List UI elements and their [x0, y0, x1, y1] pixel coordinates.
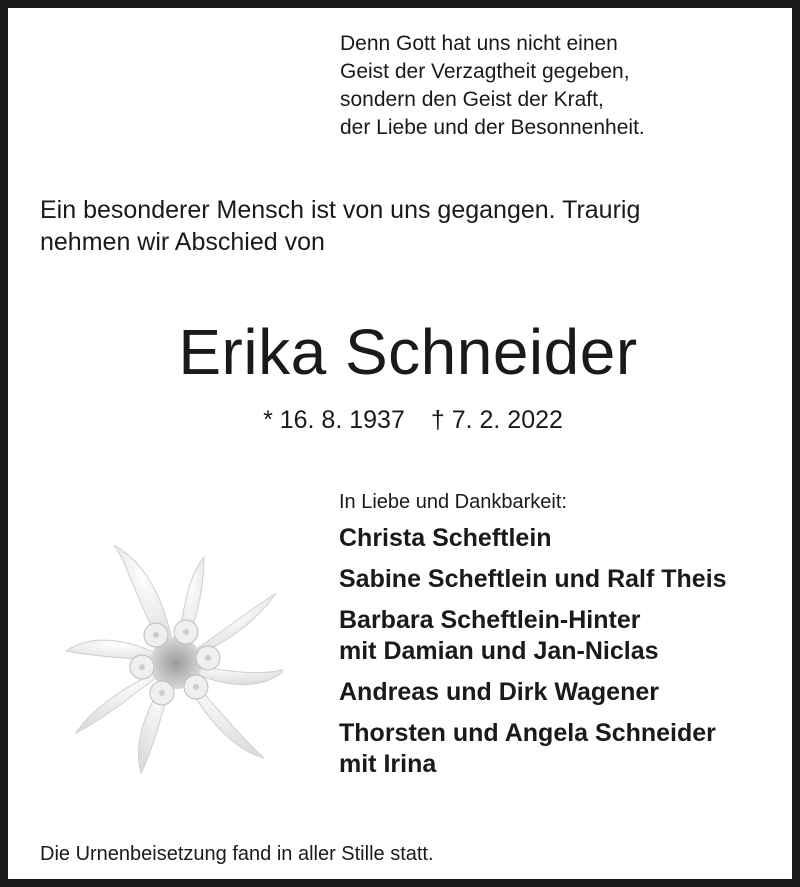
verse-line: sondern den Geist der Kraft, [340, 88, 604, 111]
deceased-name: Erika Schneider [178, 316, 638, 388]
birth-date: * 16. 8. 1937 [263, 406, 405, 434]
verse-line: Denn Gott hat uns nicht einen [340, 32, 618, 55]
mourner-entry [339, 718, 727, 780]
mourner-name: Thorsten und Angela Schneider [339, 719, 716, 747]
mourner-name: Christa Scheftlein [339, 524, 552, 552]
death-date: † 7. 2. 2022 [430, 406, 563, 434]
mourner-entry [339, 605, 727, 667]
mourner-entry [339, 564, 727, 595]
intro-text [40, 194, 640, 258]
mourners-heading: In Liebe und Dankbarkeit: [339, 491, 567, 513]
mourner-name: Andreas und Dirk Wagener [339, 678, 659, 706]
verse-line: der Liebe und der Besonnenheit. [340, 116, 645, 139]
verse-line: Geist der Verzagtheit gegeben, [340, 60, 630, 83]
mourners-list [339, 523, 727, 790]
edelweiss-flower-icon [38, 538, 283, 778]
mourner-entry [339, 677, 727, 708]
intro-line: Ein besonderer Mensch ist von uns gegangen. Traurig [40, 196, 641, 224]
burial-note: Die Urnenbeisetzung fand in aller Stille statt. [40, 843, 434, 865]
mourner-name: mit Irina [339, 750, 437, 778]
mourner-name: Sabine Scheftlein und Ralf Theis [339, 565, 727, 593]
mourner-entry [339, 523, 727, 554]
mourner-name: Barbara Scheftlein-Hinter [339, 606, 641, 634]
life-dates [8, 404, 800, 436]
intro-line: nehmen wir Abschied von [40, 228, 325, 256]
bible-verse [340, 30, 645, 142]
mourner-name: mit Damian und Jan-Niclas [339, 637, 659, 665]
